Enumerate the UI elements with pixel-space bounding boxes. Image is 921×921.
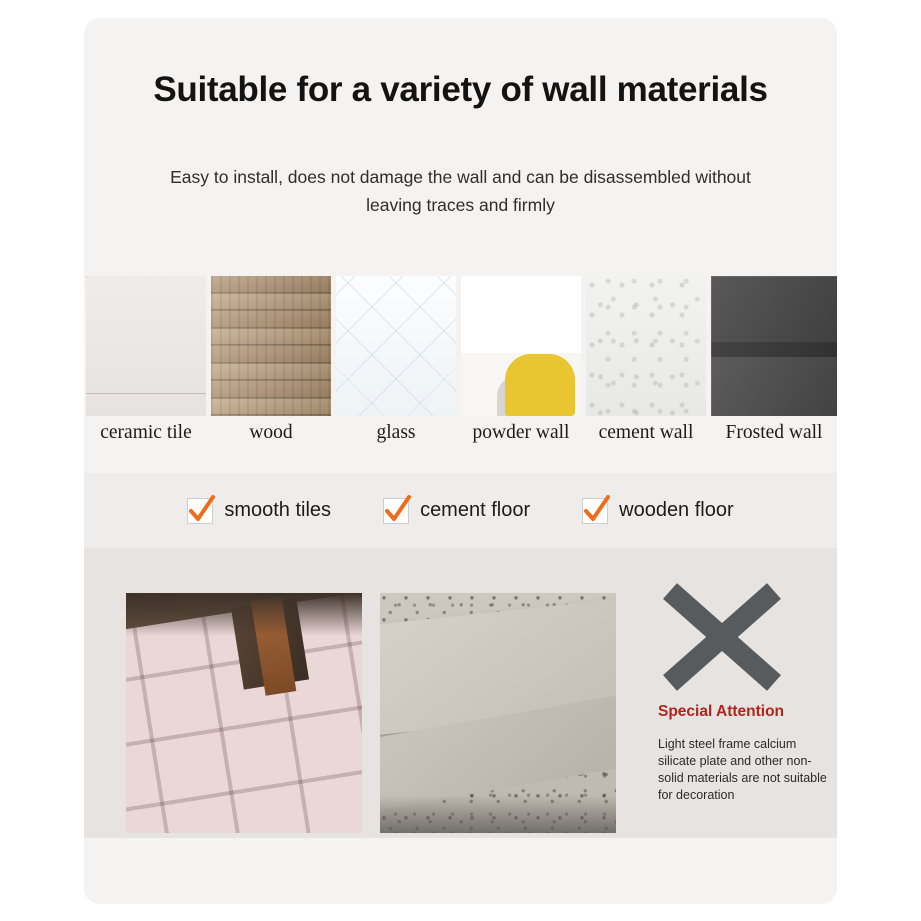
checklist-item-cement-floor	[383, 498, 530, 524]
promo-card	[84, 18, 837, 904]
material-label-cement-wall: cement wall	[598, 422, 694, 443]
swatch-glass	[336, 276, 456, 416]
swatch-cement-wall	[586, 276, 706, 416]
swatch-ceramic-tile	[86, 276, 206, 416]
swatch-frosted-wall	[711, 276, 837, 416]
checklist-label: smooth tiles	[224, 499, 332, 521]
broken-panel-photo	[380, 593, 616, 833]
warning-title: Special Attention	[658, 703, 785, 720]
warning-panel	[84, 548, 837, 838]
checklist-label: cement floor	[420, 499, 531, 521]
warning-body: Light steel frame calcium silicate plate and other non-solid materials are not suitable for decoration	[658, 737, 827, 802]
swatch-wood	[211, 276, 331, 416]
orange-check-icon	[383, 498, 409, 524]
checklist-item-wooden-floor	[582, 498, 734, 524]
ceiling-tile-photo	[126, 593, 362, 833]
material-swatch-strip	[84, 276, 837, 416]
orange-check-icon	[582, 498, 608, 524]
material-label-wood: wood	[249, 422, 293, 443]
card-footer-strip	[84, 838, 837, 904]
x-mark-icon	[658, 583, 786, 691]
page-subtitle: Easy to install, does not damage the wall and can be disassembled without leaving traces and firmly	[170, 167, 751, 215]
checklist-row	[84, 473, 837, 548]
material-label-glass: glass	[376, 422, 416, 443]
checklist-label: wooden floor	[619, 499, 734, 521]
material-label-ceramic-tile: ceramic tile	[100, 422, 192, 443]
checklist-item-smooth-tiles	[187, 498, 331, 524]
material-label-frosted-wall: Frosted wall	[725, 422, 823, 443]
page-title: Suitable for a variety of wall materials	[153, 70, 768, 109]
orange-check-icon	[187, 498, 213, 524]
material-label-powder-wall: powder wall	[472, 422, 570, 443]
swatch-powder-wall	[461, 276, 581, 416]
material-label-row	[84, 422, 837, 444]
